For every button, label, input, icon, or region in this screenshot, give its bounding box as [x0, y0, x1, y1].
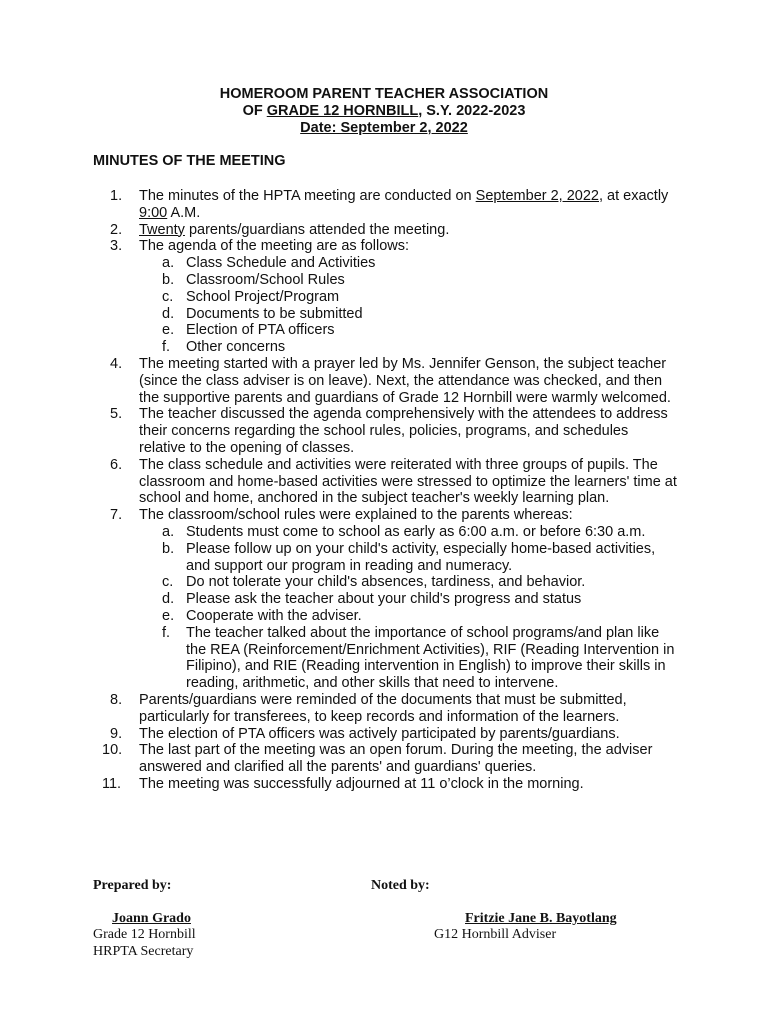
- sub-text: Classroom/School Rules: [186, 271, 345, 288]
- attendee-count: Twenty: [139, 221, 185, 238]
- sub-item: [0, 272, 768, 289]
- list-item: [0, 726, 768, 743]
- item-text: , at exactly: [599, 188, 669, 204]
- list-item: [0, 742, 768, 776]
- item-text: A.M.: [167, 204, 201, 221]
- sub-letter: f.: [162, 339, 171, 356]
- item-text: The meeting started with a prayer led by Ms. Jennifer Genson, the subject teacher (since the class adviser is on leave). Next, the attendance was checked, and then the supportive parents and guardians of Grade 12 Hornbill were warmly welcomed.: [139, 355, 671, 406]
- item-number: 4.: [110, 355, 123, 372]
- sub-item: [0, 608, 768, 625]
- header-date: [0, 120, 768, 137]
- list-item: [0, 457, 768, 507]
- sub-item: [0, 306, 768, 323]
- list-item: [0, 776, 768, 793]
- sub-letter: b.: [162, 540, 175, 557]
- sub-item: [0, 591, 768, 608]
- list-item: [0, 507, 768, 524]
- sub-letter: a.: [162, 523, 175, 540]
- sub-text: Please ask the teacher about your child's progress and status: [186, 591, 582, 608]
- minutes-list: [0, 188, 768, 793]
- sub-item: [0, 524, 768, 541]
- sub-text: Documents to be submitted: [186, 305, 363, 322]
- noted-by-name: Fritzie Jane B. Bayotlang: [465, 911, 617, 926]
- meeting-date: September 2, 2022: [475, 188, 599, 204]
- item-number: 7.: [110, 507, 123, 524]
- item-text: The election of PTA officers was actively participated by parents/guardians.: [139, 725, 620, 742]
- sub-item: [0, 289, 768, 306]
- sub-text: Students must come to school as early as 6:00 a.m. or before 6:30 a.m.: [186, 523, 646, 540]
- sub-item: [0, 322, 768, 339]
- item-text: The classroom/school rules were explained to the parents whereas:: [139, 507, 573, 524]
- header-line-1: HOMEROOM PARENT TEACHER ASSOCIATION: [219, 86, 549, 102]
- sub-letter: e.: [162, 607, 175, 624]
- item-number: 8.: [110, 691, 123, 708]
- noted-by-role: G12 Hornbill Adviser: [434, 927, 557, 942]
- item-text: The minutes of the HPTA meeting are conducted on: [139, 188, 476, 204]
- item-text: parents/guardians attended the meeting.: [184, 221, 450, 238]
- list-item: [0, 356, 768, 406]
- sub-item: [0, 625, 768, 692]
- sub-text: The teacher talked about the importance of school programs/and plan like the REA (Reinforcement/Enrichment Activities), RIF (Reading Intervention in Filipino), and RIE (Reading intervention in English) to improve their skills in reading, arithmetic, and other skills that need to intervene.: [186, 624, 675, 692]
- sub-letter: c.: [162, 288, 174, 305]
- sub-text: Cooperate with the adviser.: [186, 607, 362, 624]
- sub-text: Class Schedule and Activities: [186, 255, 376, 272]
- document-header: [0, 86, 768, 137]
- item-number: 9.: [110, 725, 123, 742]
- item-text: Parents/guardians were reminded of the documents that must be submitted, particularly for transferees, to keep records and information of the learners.: [139, 691, 627, 725]
- list-item: [0, 692, 768, 726]
- list-item: [0, 188, 768, 222]
- header-line-2: [0, 103, 768, 120]
- sub-text: Do not tolerate your child's absences, tardiness, and behavior.: [186, 574, 586, 591]
- sub-letter: f.: [162, 624, 171, 641]
- list-item: [0, 222, 768, 239]
- sub-item: [0, 339, 768, 356]
- prepared-by-role: HRPTA Secretary: [93, 944, 194, 959]
- item-number: 10.: [102, 742, 123, 759]
- header-line-2-prefix: OF: [242, 103, 267, 119]
- section-title: MINUTES OF THE MEETING: [93, 153, 286, 169]
- header-line-2-suffix: , S.Y. 2022-2023: [418, 103, 526, 119]
- sub-text: Please follow up on your child's activity, especially home-based activities, and support our program in reading and numeracy.: [186, 540, 656, 574]
- item-number: 5.: [110, 406, 123, 423]
- sub-letter: e.: [162, 322, 175, 339]
- item-text: The class schedule and activities were reiterated with three groups of pupils. The classroom and home-based activities were stressed to optimize the learners' time at school and home, anchored in the subject teacher's weekly learning plan.: [139, 456, 677, 507]
- sub-letter: b.: [162, 271, 175, 288]
- item-number: 3.: [110, 238, 123, 255]
- prepared-by-class: Grade 12 Hornbill: [93, 927, 196, 942]
- item-text: The last part of the meeting was an open forum. During the meeting, the adviser answered and clarified all the parents' and guardians' queries.: [139, 742, 653, 776]
- item-number: 6.: [110, 456, 123, 473]
- item-text: The teacher discussed the agenda comprehensively with the attendees to address their concerns regarding the school rules, policies, programs, and schedules relative to the opening of classes.: [139, 406, 668, 456]
- sub-text: School Project/Program: [186, 288, 340, 305]
- sub-letter: a.: [162, 255, 175, 272]
- item-number: 1.: [110, 188, 123, 204]
- sub-item: [0, 541, 768, 575]
- meeting-time: 9:00: [139, 204, 168, 221]
- item-text: The meeting was successfully adjourned at 11 o’clock in the morning.: [139, 775, 584, 792]
- sub-item: [0, 255, 768, 272]
- sub-text: Election of PTA officers: [186, 322, 335, 339]
- list-item: [0, 238, 768, 255]
- header-date-text: Date: September 2, 2022: [300, 120, 468, 136]
- item-number: 11.: [102, 775, 122, 792]
- item-text: The agenda of the meeting are as follows:: [139, 238, 410, 255]
- noted-by-label: Noted by:: [371, 878, 430, 893]
- sub-letter: c.: [162, 574, 174, 591]
- sub-text: Other concerns: [186, 339, 286, 356]
- sub-letter: d.: [162, 305, 175, 322]
- sub-letter: d.: [162, 591, 175, 608]
- header-class-name: GRADE 12 HORNBILL: [266, 103, 419, 119]
- prepared-by-label: Prepared by:: [93, 878, 172, 893]
- prepared-by-name: Joann Grado: [112, 911, 191, 926]
- sub-item: [0, 574, 768, 591]
- list-item: [0, 406, 768, 456]
- item-number: 2.: [110, 221, 123, 238]
